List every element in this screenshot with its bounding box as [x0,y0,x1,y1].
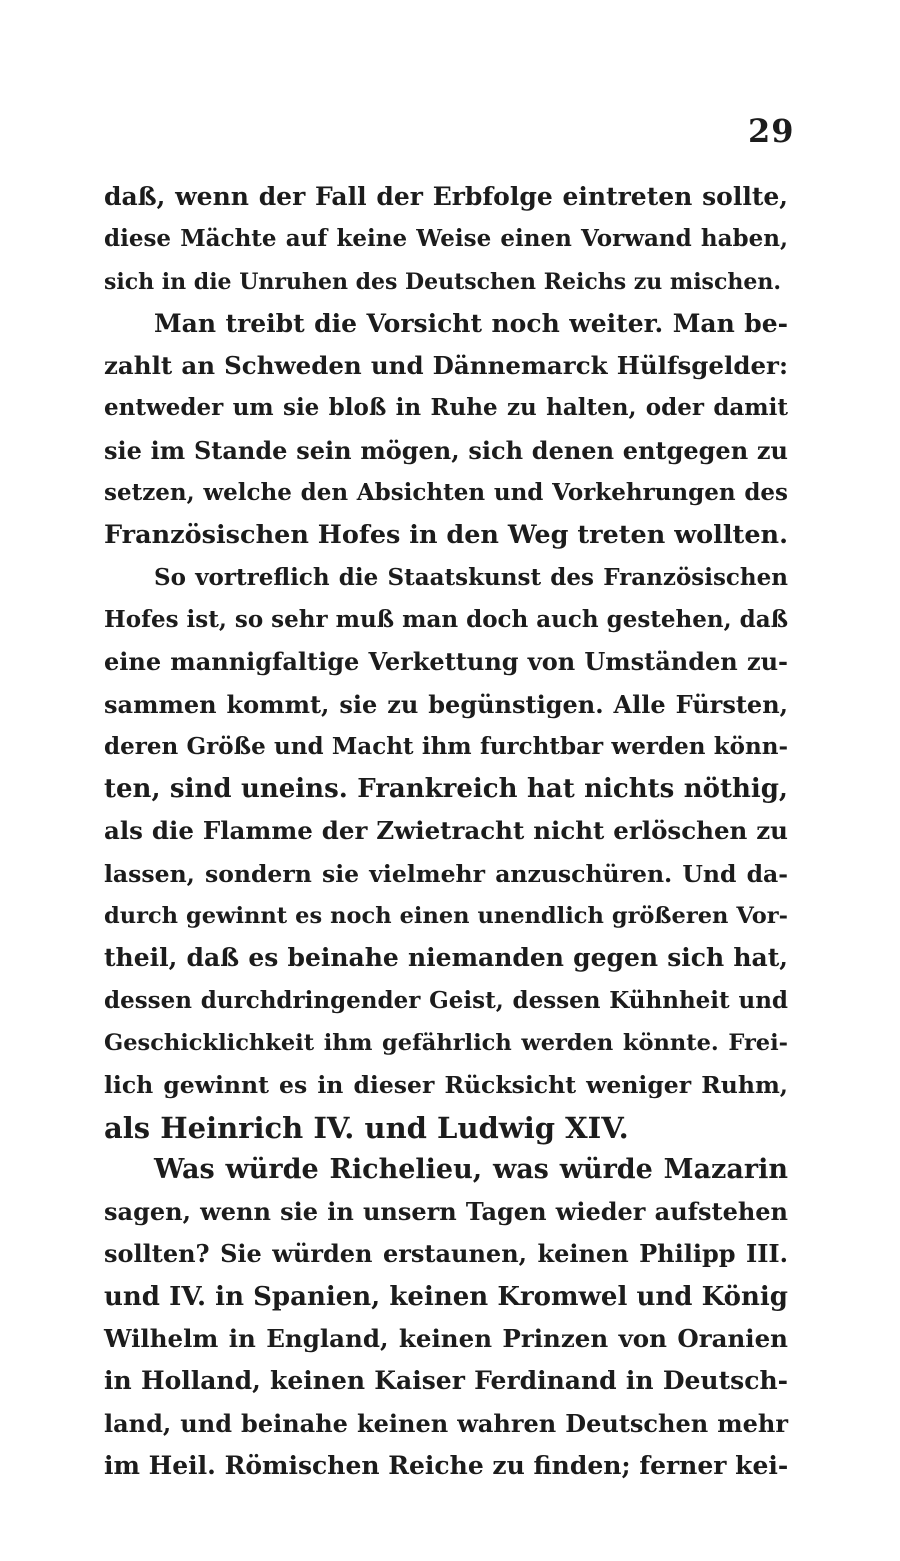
text-line: Wilhelm in England, keinen Prinzen von Oranien [104,1324,788,1354]
text-line: So vortreflich die Staatskunst des Französischen [154,563,788,591]
text-line: Was würde Richelieu, was würde Mazarin [154,1153,788,1185]
text-line: sagen, wenn sie in unsern Tagen wieder aufstehen [104,1197,788,1227]
text-line: land, und beinahe keinen wahren Deutschen mehr [104,1408,788,1438]
text-line: daß, wenn der Fall der Erbfolge eintreten sollte, [104,182,788,211]
text-line: Hofes ist, so sehr muß man doch auch gestehen, daß [104,605,789,633]
text-line: in Holland, keinen Kaiser Ferdinand in Deutsch- [104,1366,788,1396]
text-line: sich in die Unruhen des Deutschen Reichs zu mischen. [104,268,781,295]
text-line: durch gewinnt es noch einen unendlich größeren Vor- [104,903,788,930]
text-line: setzen, welche den Absichten und Vorkehrungen des [104,479,788,507]
text-line: theil, daß es beinahe niemanden gegen sich hat, [104,943,788,973]
text-line: Französischen Hofes in den Weg treten wollten. [104,520,788,551]
text-line: sollten? Sie würden erstaunen, keinen Philipp III. [104,1239,788,1269]
text-line: sammen kommt, sie zu begünstigen. Alle Fürsten, [104,689,788,719]
text-line: entweder um sie bloß in Ruhe zu halten, oder damit [104,394,788,422]
text-line: im Heil. Römischen Reiche zu finden; ferner kei- [104,1450,789,1480]
text-line: und IV. in Spanien, keinen Kromwel und König [104,1281,788,1312]
text-line: deren Größe und Macht ihm furchtbar werden könn- [104,732,788,760]
text-line: zahlt an Schweden und Dännemarck Hülfsgelder: [104,351,788,381]
text-line: diese Mächte auf keine Weise einen Vorwand haben, [104,225,788,253]
text-line: dessen durchdringender Geist, dessen Kühnheit und [104,986,788,1014]
text-line: lassen, sondern sie vielmehr anzuschüren. Und da- [104,859,788,888]
page-number: 29 [748,112,795,150]
text-line: lich gewinnt es in dieser Rücksicht weniger Ruhm, [104,1071,788,1100]
text-line: eine mannigfaltige Verkettung von Umständen zu- [104,647,788,677]
text-line: als Heinrich IV. und Ludwig XIV. [104,1110,629,1145]
body-text [104,176,788,1487]
text-line: sie im Stande sein mögen, sich denen entgegen zu [104,435,788,465]
text-line: ten, sind uneins. Frankreich hat nichts nöthig, [104,774,788,805]
text-line: als die Flamme der Zwietracht nicht erlöschen zu [104,816,788,846]
text-line: Man treibt die Vorsicht noch weiter. Man be- [154,308,788,338]
text-line: Geschicklichkeit ihm gefährlich werden könnte. Frei- [104,1029,788,1056]
